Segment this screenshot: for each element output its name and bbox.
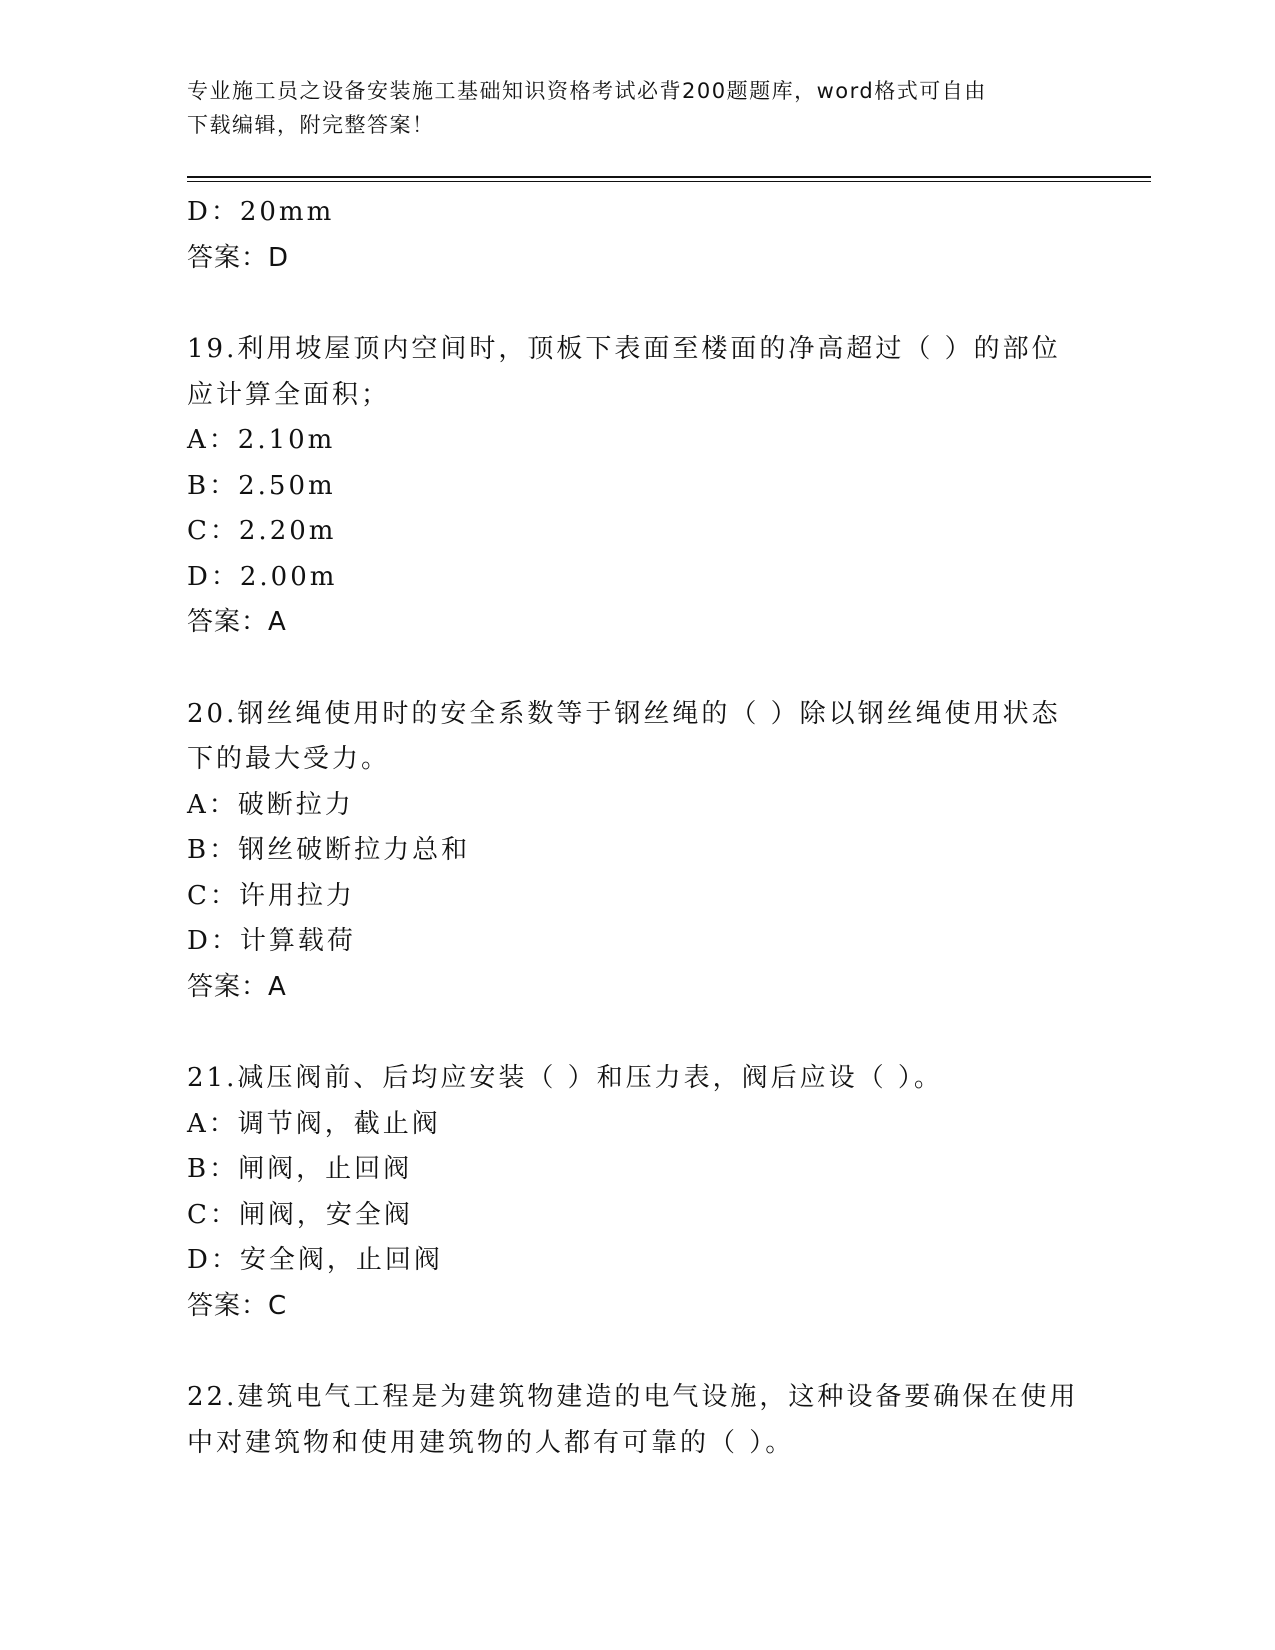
document-header [187,74,1067,142]
question-19 [187,327,1087,646]
header-divider-thin [187,181,1151,182]
option-d: D：2.00m [187,561,338,592]
option-d: D：计算载荷 [187,926,356,956]
option-d: D：20mm [187,197,335,227]
question-text-line: 下的最大受力。 [187,744,391,774]
previous-question-tail [187,190,1087,281]
question-list [187,190,1087,1466]
option-b: B：2.50m [187,470,336,501]
question-text-line: 22.建筑电气工程是为建筑物建造的电气设施，这种设备要确保在使用 [187,1382,1079,1412]
header-line-1: 专业施工员之设备安装施工基础知识资格考试必背200题题库，word格式可自由 [187,79,987,103]
option-a: A：2.10m [187,425,336,455]
option-c: C：2.20m [187,516,337,546]
option-b: B：闸阀，止回阀 [187,1154,413,1184]
header-divider-thick [187,176,1151,178]
option-c: C：闸阀，安全阀 [187,1199,413,1230]
answer-line: 答案：A [187,607,287,637]
question-20 [187,692,1087,1011]
answer-line: 答案：C [187,1290,288,1321]
option-a: A：破断拉力 [187,789,354,820]
option-b: B：钢丝破断拉力总和 [187,835,471,865]
question-text-line: 应计算全面积； [187,379,391,410]
question-text-line: 19.利用坡屋顶内空间时，顶板下表面至楼面的净高超过（ ）的部位 [187,334,1061,364]
question-text-line: 中对建筑物和使用建筑物的人都有可靠的（ ）。 [187,1427,795,1458]
header-line-2: 下载编辑，附完整答案！ [187,113,435,137]
option-c: C：许用拉力 [187,880,355,911]
answer-line: 答案：A [187,971,287,1002]
question-21 [187,1056,1087,1329]
question-text-line: 20.钢丝绳使用时的安全系数等于钢丝绳的（ ）除以钢丝绳使用状态 [187,698,1061,729]
question-text-line: 21.减压阀前、后均应安装（ ）和压力表，阀后应设（ ）。 [187,1063,943,1093]
option-d: D：安全阀，止回阀 [187,1245,443,1275]
question-22 [187,1375,1087,1466]
option-a: A：调节阀，截止阀 [187,1108,441,1139]
answer-line: 答案：D [187,242,290,273]
